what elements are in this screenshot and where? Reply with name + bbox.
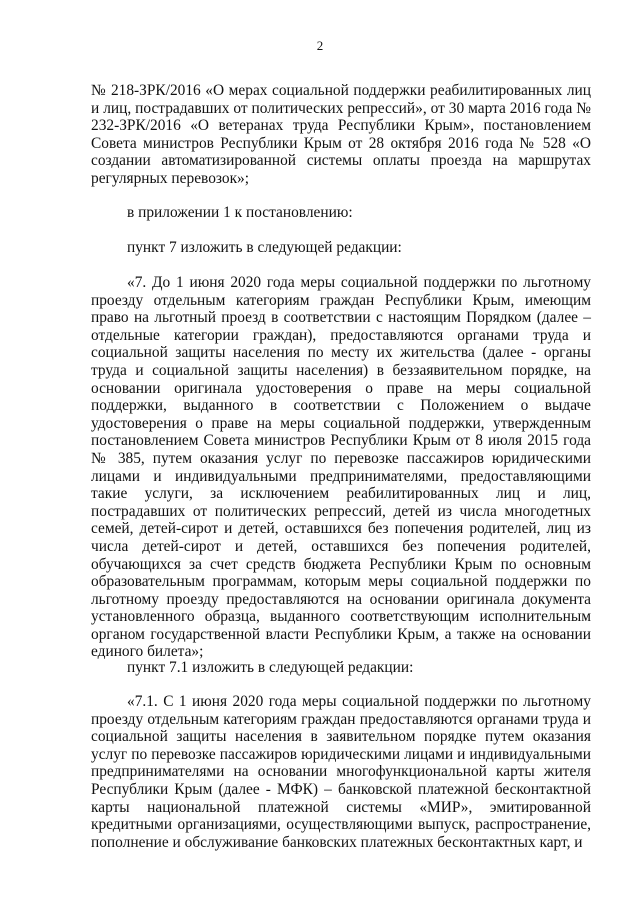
page-number: 2 [316, 38, 324, 53]
paragraph-item71-heading: пункт 7.1 изложить в следующей редакции: [127, 659, 414, 676]
paragraph-appendix-intro: в приложении 1 к постановлению: [127, 204, 353, 221]
paragraph-item7-heading: пункт 7 изложить в следующей редакции: [127, 239, 402, 256]
paragraph-item71-text: «7.1. С 1 июня 2020 года меры социальной поддержки по льготному проезду отдельным категориям граждан предоставляются органами труда и социальной защиты населения в заявительном порядке путем оказания услуг по перевозке пассажиров юридическими лицами и индивидуальными предпринимателями на основании многофункциональной карты жителя Республики Крым (далее - МФК) – банковской платежной бесконтактной карты национальной платежной системы «МИР», эмитированной кредитными организациями, осуществляющими выпуск, распространение, пополнение и обслуживание банковских платежных бесконтактных карт, и [91, 693, 591, 851]
paragraph-law-references: № 218-ЗРК/2016 «О мерах социальной поддержки реабилитированных лиц и лиц, пострадавших от политических репрессий», от 30 марта 2016 года № 232-ЗРК/2016 «О ветеранах труда Республики Крым», постановлением Совета министров Республики Крым от 28 октября 2016 года № 528 «О создании автоматизированной системы оплаты проезда на маршрутах регулярных перевозок»; [91, 82, 591, 187]
paragraph-item7-text: «7. До 1 июня 2020 года меры социальной поддержки по льготному проезду отдельным категориям граждан Республики Крым, имеющим право на льготный проезд в соответствии с настоящим Порядком (далее – отдельные категории граждан), предоставляются органами труда и социальной защиты населения по месту их жительства (далее - органы труда и социальной защиты населения) в беззаявительном порядке, на основании оригинала удостоверения о праве на меры социальной поддержки, выданного в соответствии с Положением о выдаче удостоверения о праве на меры социальной поддержки, утвержденным постановлением Совета министров Республики Крым от 8 июля 2015 года № 385, путем оказания услуг по перевозке пассажиров юридическими лицами и индивидуальными предпринимателями, предоставляющими такие услуги, за исключением реабилитированных лиц и лиц, пострадавших от политических репрессий, детей из числа многодетных семей, детей-сирот и детей, оставшихся без попечения родителей, лиц из числа детей-сирот и детей, оставшихся без попечения родителей, обучающихся за счет средств бюджета Республики Крым по основным образовательным программам, которым меры социальной поддержки по льготному проезду предоставляются на основании оригинала документа установленного образца, выданного соответствующим исполнительным органом государственной власти Республики Крым, а также на основании единого билета»; [91, 274, 591, 661]
